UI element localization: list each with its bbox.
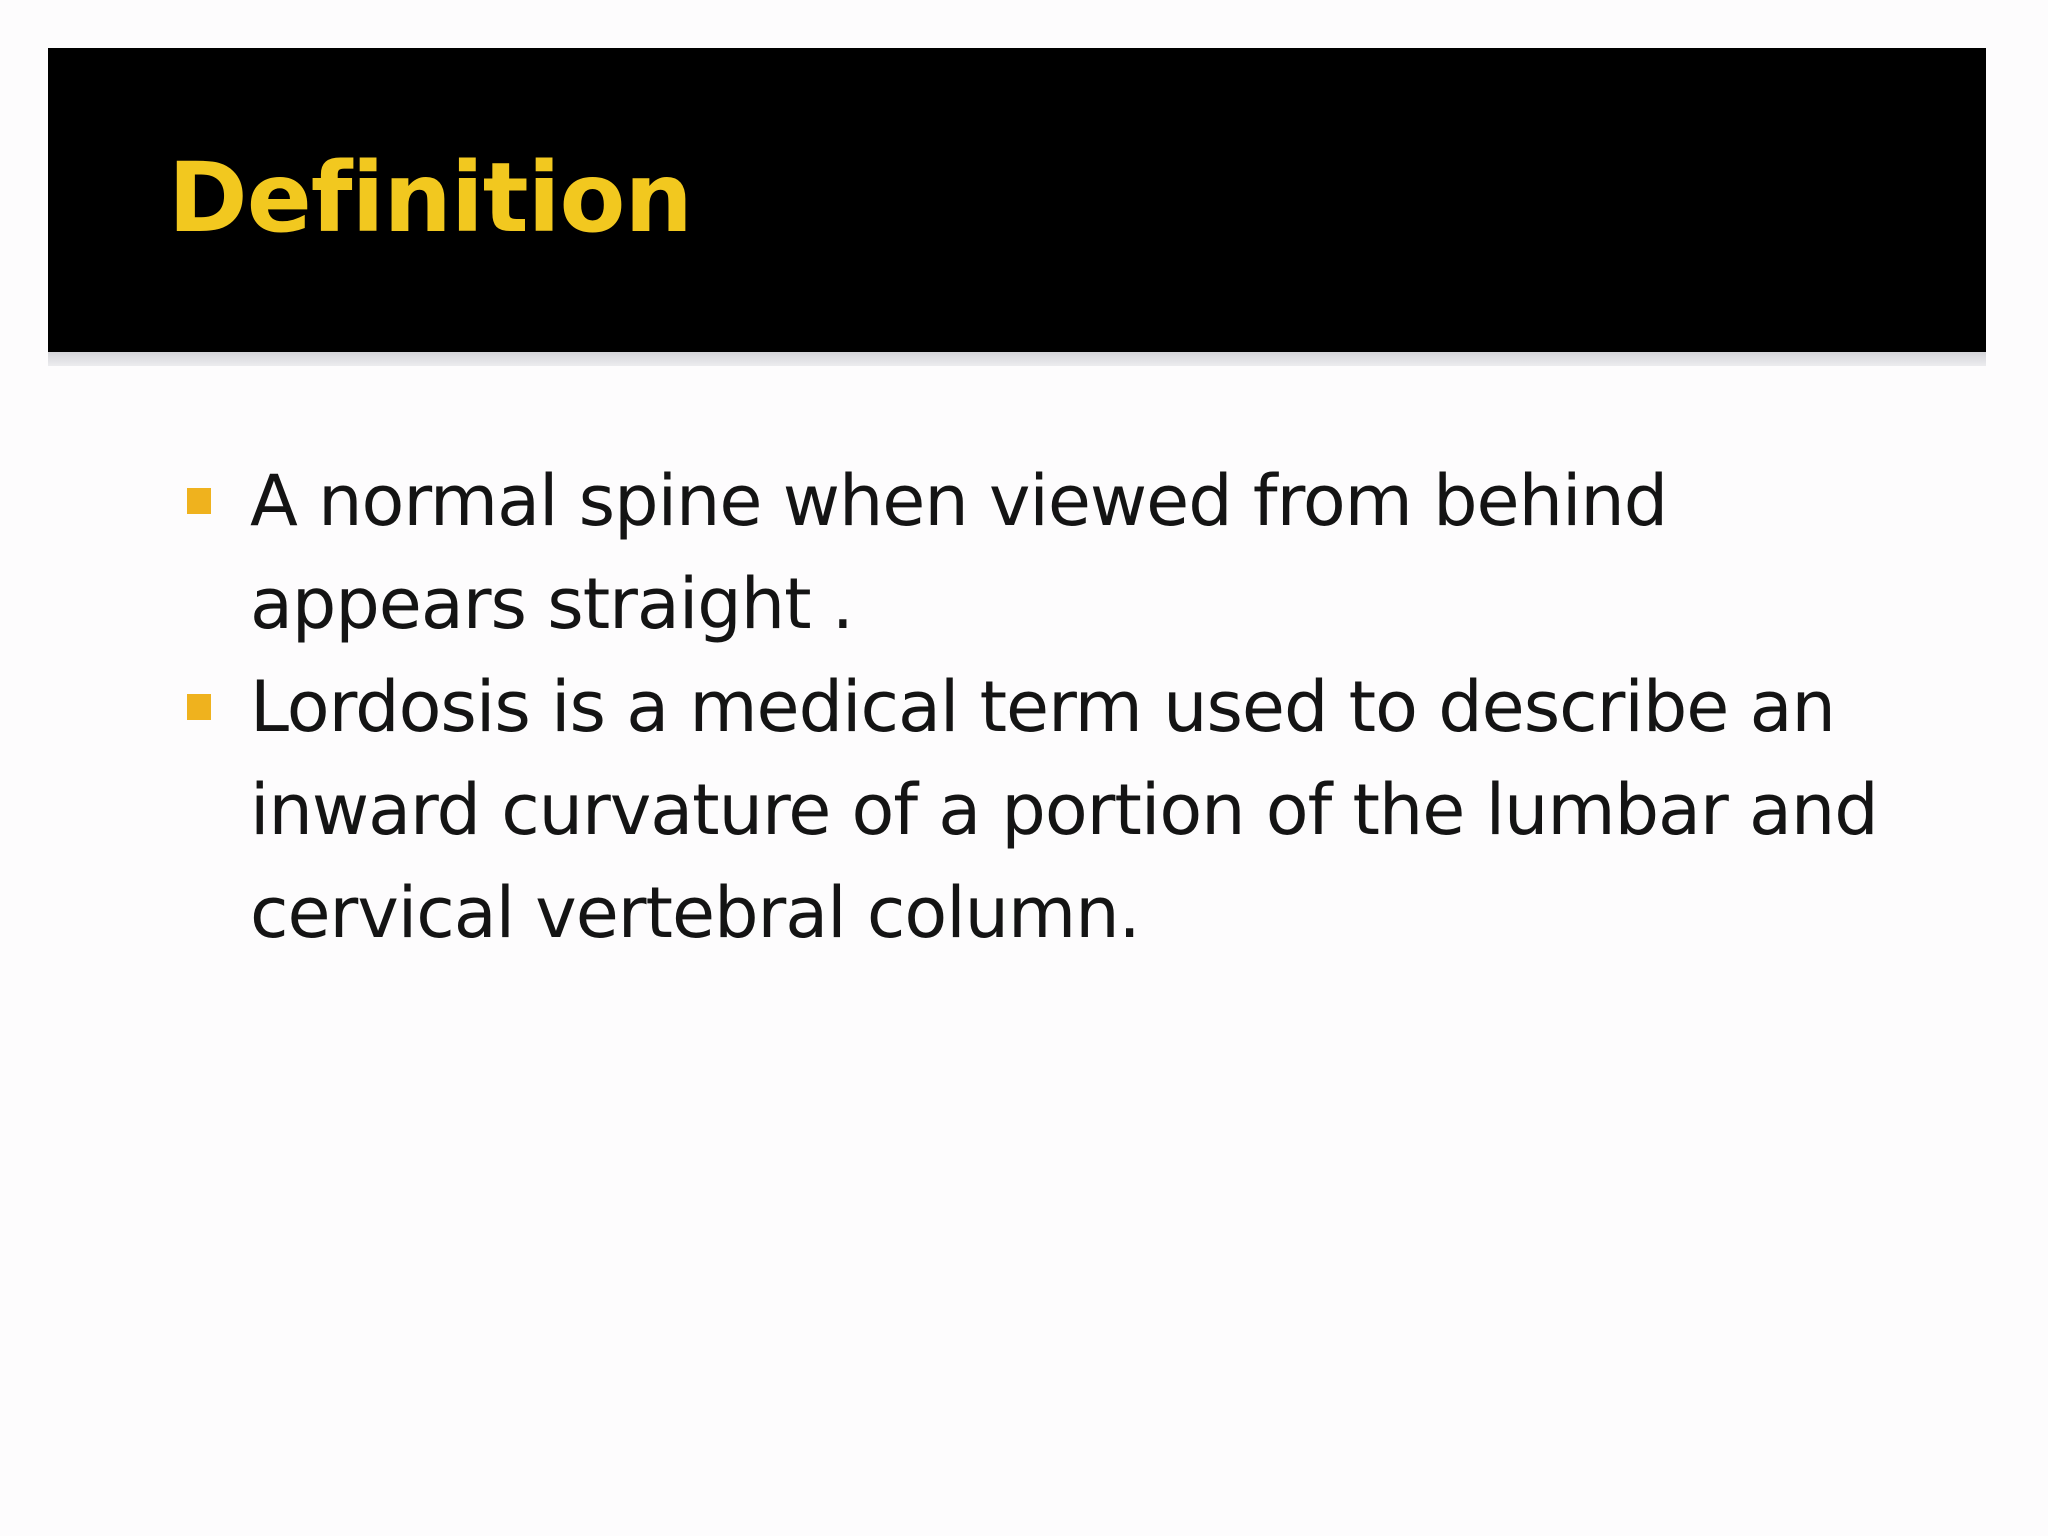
bullet-text: Lordosis is a medical term used to describe an inward curvature of a portion of the lumbar and cervical vertebral column. xyxy=(250,666,1878,954)
square-bullet-icon xyxy=(187,488,211,514)
bullet-text: A normal spine when viewed from behind appears straight . xyxy=(250,460,1668,645)
bullet-item xyxy=(186,450,1926,656)
bullet-item xyxy=(186,656,1926,965)
title-divider xyxy=(48,352,1986,366)
bullet-list xyxy=(186,450,1926,965)
slide-title: Definition xyxy=(168,142,692,254)
square-bullet-icon xyxy=(187,694,211,720)
